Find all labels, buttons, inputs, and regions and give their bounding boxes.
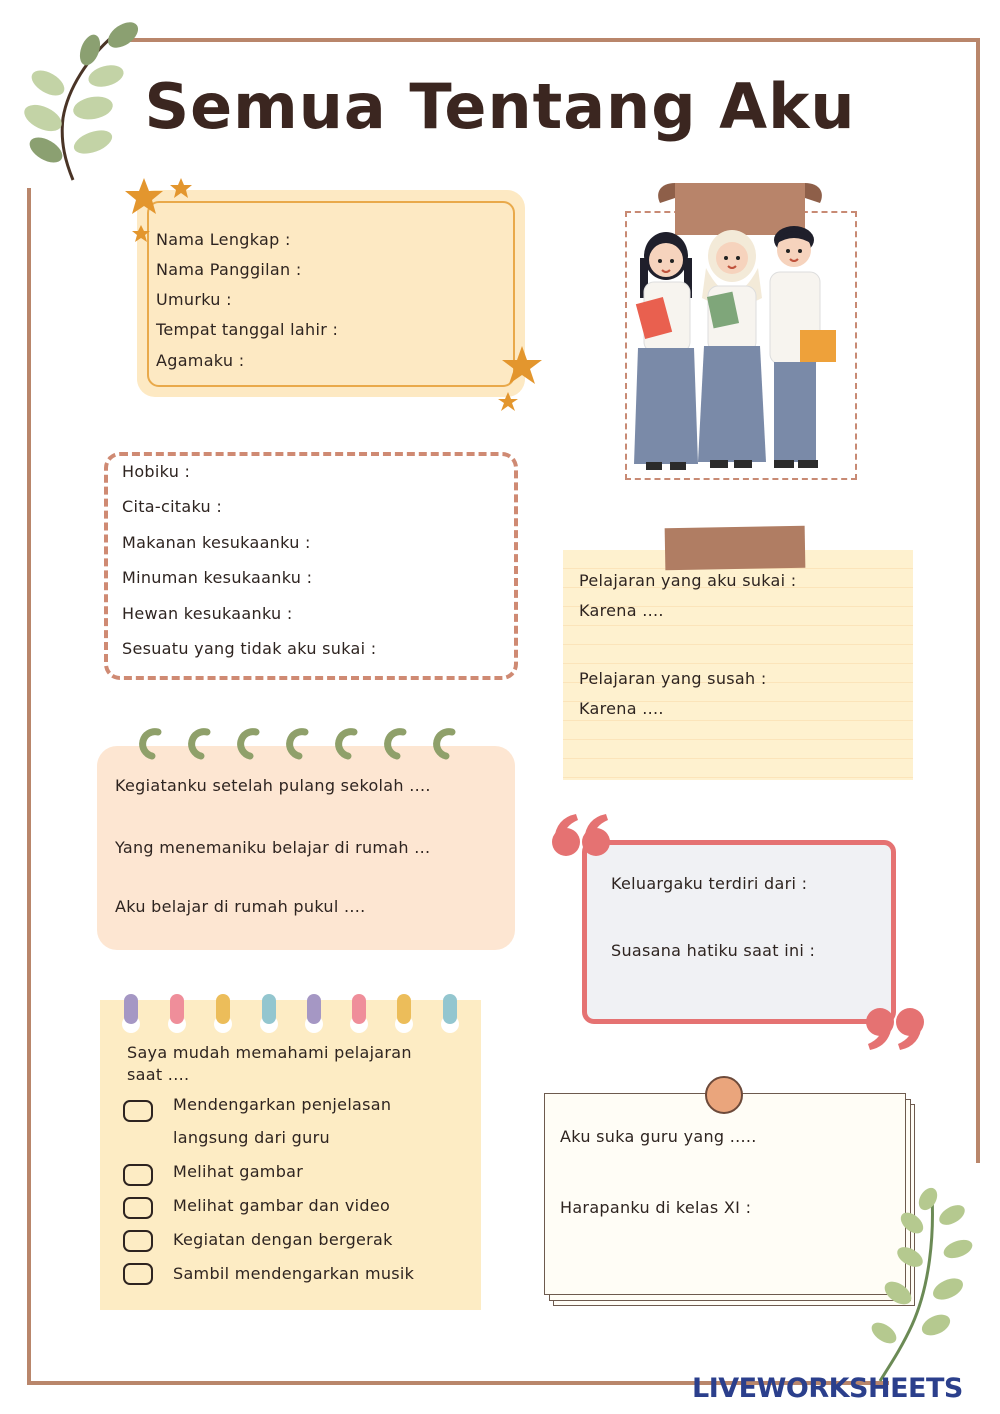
teacher-preference: Aku suka guru yang ..... (560, 1127, 757, 1146)
family-members: Keluargaku terdiri dari : (611, 874, 808, 893)
option-checkbox-images[interactable] (123, 1164, 153, 1186)
identity-field-religion: Agamaku : (156, 351, 245, 370)
learning-question-line2: saat .... (127, 1065, 190, 1084)
students-illustration (628, 218, 854, 476)
option-label-listening-line1: Mendengarkan penjelasan (173, 1095, 392, 1114)
identity-field-nickname: Nama Panggilan : (156, 260, 302, 279)
favorites-field-drink: Minuman kesukaanku : (122, 568, 313, 587)
option-checkbox-music[interactable] (123, 1263, 153, 1285)
teacher-paper (544, 1093, 906, 1295)
pin-icon (705, 1076, 743, 1114)
option-label-movement: Kegiatan dengan bergerak (173, 1230, 393, 1249)
lesson-hard-reason: Karena .... (579, 699, 664, 718)
option-label-images: Melihat gambar (173, 1162, 304, 1181)
page-title: Semua Tentang Aku (144, 70, 856, 143)
class-hope: Harapanku di kelas XI : (560, 1198, 752, 1217)
learning-question-line1: Saya mudah memahami pelajaran (127, 1043, 412, 1062)
quote-close-icon (862, 1004, 926, 1052)
activity-study-time: Aku belajar di rumah pukul .... (115, 897, 366, 916)
frame-top-border (128, 38, 980, 42)
favorites-field-dislike: Sesuatu yang tidak aku sukai : (122, 639, 377, 658)
favorites-field-animal: Hewan kesukaanku : (122, 604, 293, 623)
activity-after-school: Kegiatanku setelah pulang sekolah .... (115, 776, 431, 795)
identity-field-full-name: Nama Lengkap : (156, 230, 291, 249)
binder-clips-icon (112, 990, 472, 1040)
tape-strip (665, 526, 806, 570)
leaf-branch-icon (862, 1185, 980, 1385)
option-label-images-video: Melihat gambar dan video (173, 1196, 391, 1215)
liveworksheets-logo[interactable]: LIVEWORKSHEETS (692, 1373, 963, 1404)
option-label-listening-line2: langsung dari guru (173, 1128, 330, 1147)
favorites-field-hobby: Hobiku : (122, 462, 191, 481)
family-box (582, 840, 896, 1024)
frame-left-border (27, 188, 31, 1384)
favorites-field-food: Makanan kesukaanku : (122, 533, 311, 552)
quote-open-icon (550, 812, 614, 860)
option-label-music: Sambil mendengarkan musik (173, 1264, 415, 1283)
spiral-rings-icon (130, 720, 470, 766)
identity-field-birth: Tempat tanggal lahir : (156, 320, 339, 339)
option-checkbox-movement[interactable] (123, 1230, 153, 1252)
favorites-field-dream: Cita-citaku : (122, 497, 223, 516)
option-checkbox-images-video[interactable] (123, 1197, 153, 1219)
option-checkbox-listening[interactable] (123, 1100, 153, 1122)
lesson-hard: Pelajaran yang susah : (579, 669, 767, 688)
star-icon (492, 342, 548, 414)
lesson-liked: Pelajaran yang aku sukai : (579, 571, 797, 590)
family-mood: Suasana hatiku saat ini : (611, 941, 816, 960)
lesson-liked-reason: Karena .... (579, 601, 664, 620)
identity-field-age: Umurku : (156, 290, 232, 309)
activity-study-companion: Yang menemaniku belajar di rumah ... (115, 838, 431, 857)
frame-right-border (976, 38, 980, 1163)
